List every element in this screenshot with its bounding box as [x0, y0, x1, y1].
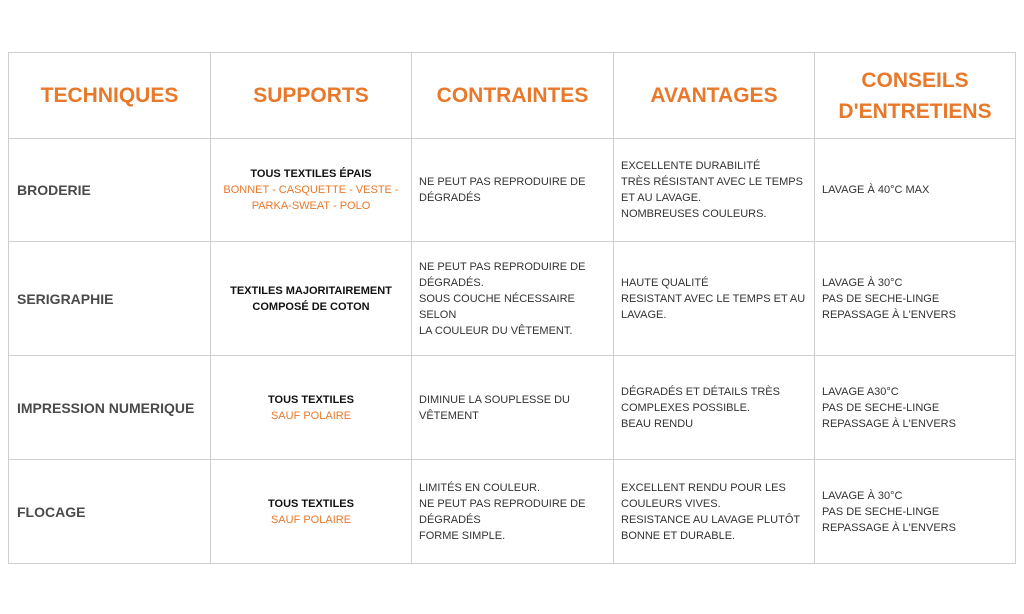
table-row: [9, 242, 1016, 356]
header-conseils-line1: CONSEILS: [861, 68, 969, 92]
contraintes-cell: [412, 460, 614, 564]
conseil-line: PAS DE SECHE-LINGE: [822, 292, 940, 305]
contrainte-line: VÊTEMENT: [419, 409, 479, 422]
techniques-comparison-table: [8, 52, 1016, 564]
avantages-cell: [614, 242, 815, 356]
avantage-line: NOMBREUSES COULEURS.: [621, 208, 767, 220]
support-detail-text: BONNET - CASQUETTE - VESTE -: [223, 184, 399, 196]
avantage-line: EXCELLENT RENDU POUR LES: [621, 481, 786, 494]
avantage-line: RESISTANCE AU LAVAGE PLUTÔT: [621, 513, 801, 526]
avantage-line: BEAU RENDU: [621, 417, 694, 430]
header-supports: SUPPORTS: [211, 53, 412, 139]
header-conseils: [815, 53, 1016, 139]
technique-name: FLOCAGE: [9, 460, 211, 564]
conseil-line: REPASSAGE À L'ENVERS: [822, 308, 956, 321]
conseil-line: LAVAGE À 40°C MAX: [822, 184, 930, 196]
conseil-line: LAVAGE À 30°C: [822, 489, 903, 502]
contrainte-line: SOUS COUCHE NÉCESSAIRE SELON: [419, 292, 575, 321]
technique-name: SERIGRAPHIE: [9, 242, 211, 356]
avantage-line: BONNE ET DURABLE.: [621, 529, 736, 542]
conseil-line: REPASSAGE À L'ENVERS: [822, 521, 956, 534]
contraintes-cell: [412, 242, 614, 356]
avantage-line: ET AU LAVAGE.: [621, 192, 702, 204]
header-row: [9, 53, 1016, 139]
avantages-cell: [614, 356, 815, 460]
technique-name: IMPRESSION NUMERIQUE: [9, 356, 211, 460]
support-cell: [211, 139, 412, 242]
contrainte-line: NE PEUT PAS REPRODUIRE DE: [419, 176, 586, 188]
header-techniques: TECHNIQUES: [9, 53, 211, 139]
table-row: [9, 356, 1016, 460]
header-conseils-line2: D'ENTRETIENS: [838, 99, 992, 123]
support-detail-text: PARKA-SWEAT - POLO: [251, 200, 371, 212]
contrainte-line: DIMINUE LA SOUPLESSE DU: [419, 393, 570, 406]
support-main-text: TOUS TEXTILES: [268, 393, 354, 406]
contraintes-cell: [412, 356, 614, 460]
support-main-text: COMPOSÉ DE COTON: [252, 300, 370, 313]
avantage-line: LAVAGE.: [621, 308, 667, 321]
support-detail-text: SAUF POLAIRE: [270, 409, 352, 422]
avantage-line: DÉGRADÉS ET DÉTAILS TRÈS: [621, 385, 780, 398]
support-main-text: TOUS TEXTILES: [268, 497, 354, 510]
technique-name: BRODERIE: [9, 139, 211, 242]
support-cell: [211, 356, 412, 460]
avantage-line: EXCELLENTE DURABILITÉ: [621, 160, 761, 172]
conseils-cell: [815, 139, 1016, 242]
header-avantages: AVANTAGES: [614, 53, 815, 139]
avantage-line: COMPLEXES POSSIBLE.: [621, 401, 750, 414]
contrainte-line: DÉGRADÉS: [419, 513, 481, 526]
support-main-text: TEXTILES MAJORITAIREMENT: [230, 284, 392, 297]
table-row: [9, 460, 1016, 564]
contrainte-line: FORME SIMPLE.: [419, 529, 506, 542]
conseil-line: LAVAGE A30°C: [822, 385, 899, 398]
table-row: [9, 139, 1016, 242]
support-cell: [211, 242, 412, 356]
avantage-line: RESISTANT AVEC LE TEMPS ET AU: [621, 292, 806, 305]
contraintes-cell: [412, 139, 614, 242]
contrainte-line: DÉGRADÉS: [419, 192, 481, 204]
conseils-cell: [815, 242, 1016, 356]
avantages-cell: [614, 139, 815, 242]
conseil-line: REPASSAGE À L'ENVERS: [822, 417, 956, 430]
conseil-line: LAVAGE À 30°C: [822, 276, 903, 289]
support-detail-text: SAUF POLAIRE: [270, 513, 352, 526]
avantage-line: TRÈS RÉSISTANT AVEC LE TEMPS: [621, 176, 803, 188]
contrainte-line: LA COULEUR DU VÊTEMENT.: [419, 324, 573, 337]
header-contraintes: CONTRAINTES: [412, 53, 614, 139]
contrainte-line: NE PEUT PAS REPRODUIRE DE: [419, 497, 586, 510]
conseils-cell: [815, 356, 1016, 460]
support-main-text: TOUS TEXTILES ÉPAIS: [250, 168, 372, 180]
contrainte-line: DÉGRADÉS.: [419, 276, 484, 289]
conseil-line: PAS DE SECHE-LINGE: [822, 505, 940, 518]
avantage-line: HAUTE QUALITÉ: [621, 276, 709, 289]
support-cell: [211, 460, 412, 564]
avantage-line: COULEURS VIVES.: [621, 497, 721, 510]
conseil-line: PAS DE SECHE-LINGE: [822, 401, 940, 414]
contrainte-line: LIMITÉS EN COULEUR.: [419, 481, 541, 494]
conseils-cell: [815, 460, 1016, 564]
avantages-cell: [614, 460, 815, 564]
contrainte-line: NE PEUT PAS REPRODUIRE DE: [419, 260, 586, 273]
